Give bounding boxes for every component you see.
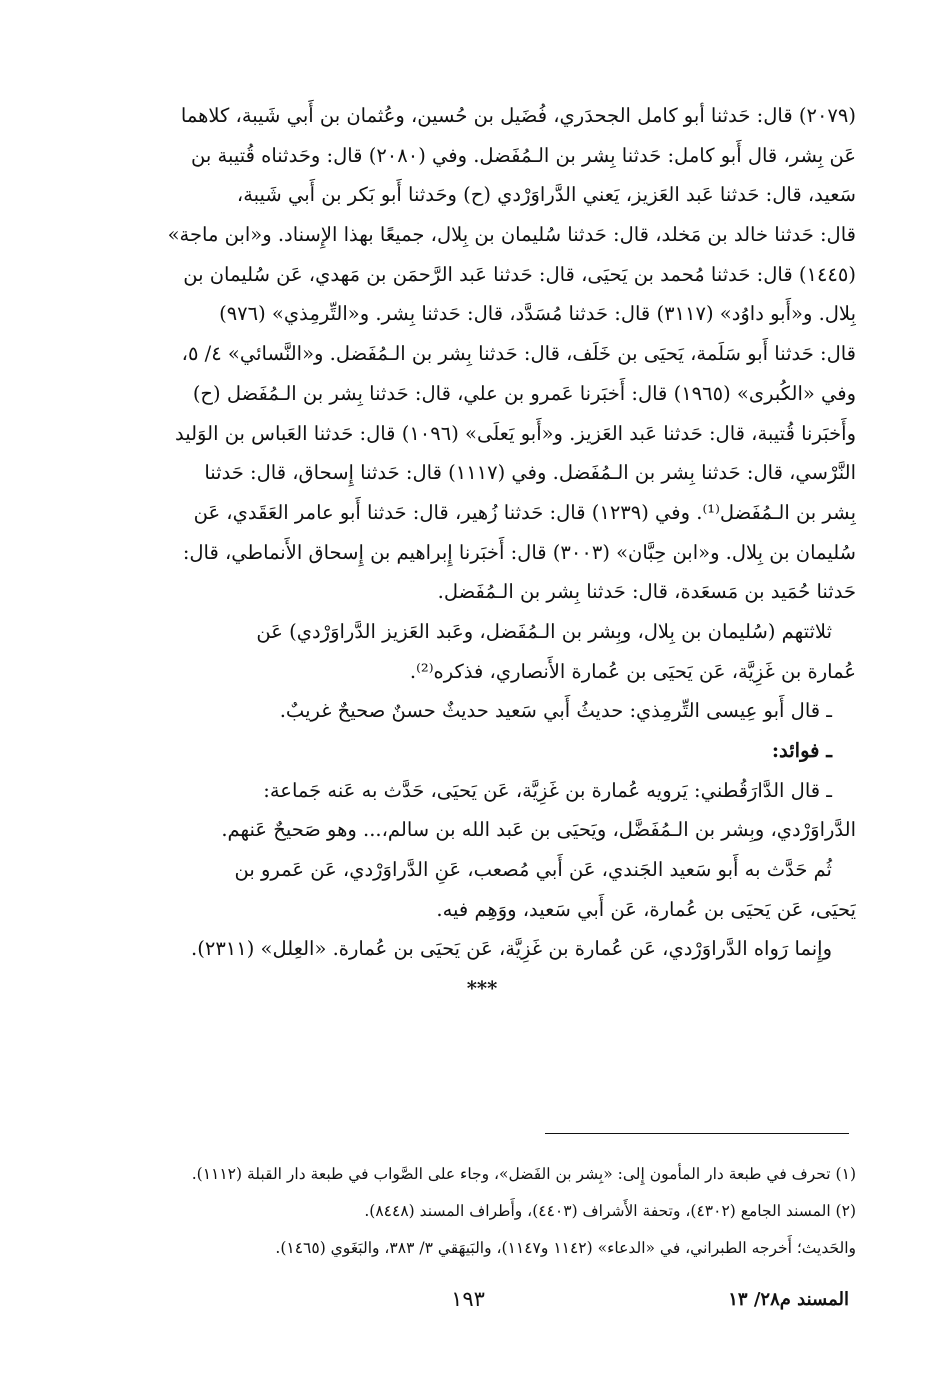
footnote-2: (٢) المسند الجامع (٤٣٠٢)، وتحفة الأَشراف (٤٤٠٣)، وأَطراف المسند (٨٤٤٨). <box>364 1202 856 1220</box>
text-line: سَعيد، قال: حَدثنا عَبد العَزيز، يَعني الدَّراوَرْدي (ح) وحَدثنا أَبو بَكر بن أَبي شَيبة، <box>236 183 856 207</box>
text-line: سُليمان بن بِلال. و«ابن حِبَّان» (٣٠٠٣) قال: أَخبَرنا إِبراهيم بن إِسحاق الأَنماطي، قال: <box>182 540 856 564</box>
text-line: الدَّراوَرْدي، وبِشر بن الـمُفَضَّل، ويَحيَى بن عَبد الله بن سالم،... وهو صَحيحٌ عَنهم. <box>221 818 856 842</box>
text-line: وفي «الكُبرى» (١٩٦٥) قال: أَخبَرنا عَمرو بن علي، قال: حَدثنا بِشر بن الـمُفَضل (ح) <box>192 381 856 405</box>
footnote-2-continuation: والحَديث؛ أَخرجه الطبراني، في «الدعاء» (١١٤٢ و١١٤٧)، والبَيهَقي ٣/ ٣٨٣، والبَغَوي (١٤٦٥). <box>275 1239 856 1257</box>
text-line: ثُم حَدَّث به أَبو سَعيد الجَندي، عَن أَبي مُصعب، عَنِ الدَّراوَرْدي، عَن عَمرو بن <box>234 858 832 882</box>
text-line: ـ قال الدَّارَقُطني: يَرويه عُمارة بن غَزِيَّة، عَن يَحيَى، حَدَّث به عَنه جَماعة: <box>263 778 832 802</box>
footnote-divider <box>545 1133 849 1134</box>
text-line: بِشر بن الـمُفَضل⁽¹⁾. وفي (١٢٣٩) قال: حَدثنا زُهير، قال: حَدثنا أَبو عامر العَقَدي، عَن <box>193 500 856 524</box>
footnotes <box>108 1156 856 1267</box>
text-line: بِلال. و«أَبو داوُد» (٣١١٧) قال: حَدثنا مُسَدَّد، قال: حَدثنا بِشر. و«التِّرمِذي» (٩٧٦) <box>219 302 856 326</box>
text-line: حَدثنا حُمَيد بن مَسعَدة، قال: حَدثنا بِشر بن الـمُفَضل. <box>437 580 856 604</box>
main-text <box>108 96 856 1009</box>
footnote-1: (١) تحرف في طبعة دار المأمون إِلى: «بِشر بن الفَضل»، وجاء على الصَّواب في طبعة دار القبلة (١١١٢). <box>191 1165 856 1183</box>
section-separator: *** <box>466 977 498 1001</box>
text-line: النَّرْسي، قال: حَدثنا بِشر بن الـمُفَضل. وفي (١١١٧) قال: حَدثنا إِسحاق، قال: حَدثنا <box>204 461 856 485</box>
text-line: يَحيَى، عَن يَحيَى بن عُمارة، عَن أَبي سَعيد، ووَهِم فيه. <box>436 897 856 921</box>
page-number: ١٩٣ <box>451 1287 485 1311</box>
benefits-heading: ـ فوائد: <box>771 739 832 762</box>
text-line: ثلاثتهم (سُليمان بن بِلال، وبِشر بن الـمُفَضل، وعَبد العَزيز الدَّراوَرْدي) عَن <box>256 619 832 643</box>
tirmidhi-grading: ـ قال أَبو عِيسى التِّرمِذي: حديثُ أَبي سَعيد حديثٌ حسنٌ صحيحٌ غريبٌ. <box>279 699 832 723</box>
text-line: قال: حَدثنا خالد بن مَخلد، قال: حَدثنا سُليمان بن بِلال، جميعًا بهذا الإِسناد. و«ابن ماجة» <box>167 223 856 247</box>
text-line: عَن بِشر، قال أَبو كامل: حَدثنا بِشر بن الـمُفَضل. وفي (٢٠٨٠) قال: وحَدثناه قُتيبة بن <box>191 143 856 167</box>
text-line: (٢٠٧٩) قال: حَدثنا أبو كامل الجحدَري، فُضَيل بن حُسين، وعُثمان بن أَبي شَيبة، كلاهما <box>180 104 856 127</box>
text-line: قال: حَدثنا أَبو سَلَمة، يَحيَى بن خَلَف، قال: حَدثنا بِشر بن الـمُفَضل. و«النَّسائي» ٤/ ٥، <box>181 342 856 366</box>
text-line: وإِنما رَواه الدَّراوَرْدي، عَن عُمارة بن غَزِيَّة، عَن يَحيَى بن عُمارة. «العِلل» (٢٣١١). <box>191 937 832 961</box>
text-line: (١٤٤٥) قال: حَدثنا مُحمد بن يَحيَى، قال: حَدثنا عَبد الرَّحمَن بن مَهدي، عَن سُليمان بن <box>183 262 856 286</box>
text-line: وأَخبَرنا قُتيبة، قال: حَدثنا عَبد العَزيز. و«أَبو يَعلَى» (١٠٩٦) قال: حَدثنا العَباس بن الوَليد <box>175 421 856 445</box>
text-line: عُمارة بن غَزِيَّة، عَن يَحيَى بن عُمارة الأَنصاري، فذكره⁽²⁾. <box>409 659 856 683</box>
printer-signature: المسند م٢٨/ ١٣ <box>728 1289 849 1310</box>
